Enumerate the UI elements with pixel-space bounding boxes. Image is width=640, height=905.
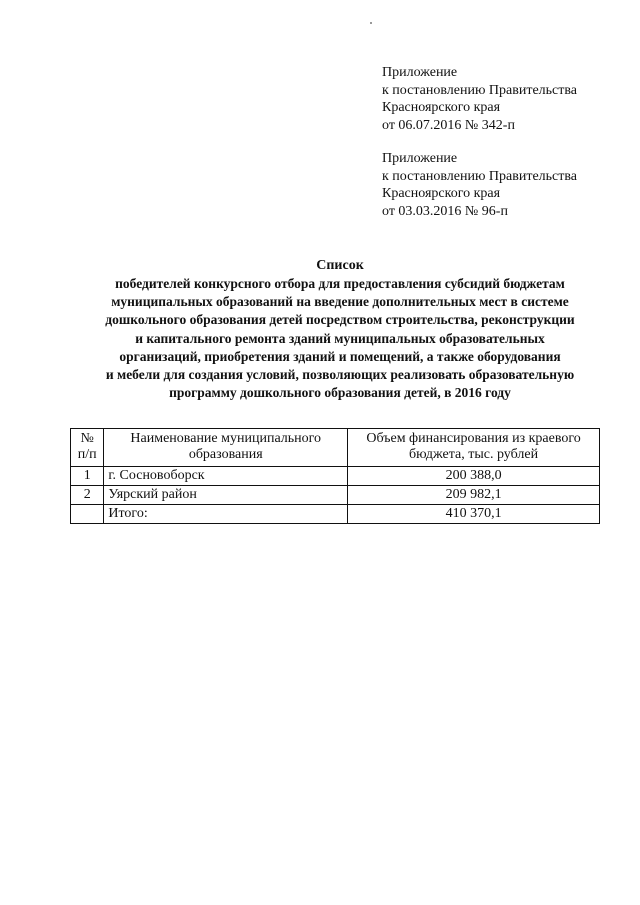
header-number xyxy=(71,429,104,467)
row-municipality: г. Сосновоборск xyxy=(104,467,348,486)
total-amount: 410 370,1 xyxy=(348,505,600,524)
appendix-reference: к постановлению Правительства xyxy=(382,82,578,98)
header-funding xyxy=(348,429,600,467)
header-municipality-line1: Наименование муниципального xyxy=(130,431,322,446)
appendix-region: Красноярского края xyxy=(382,100,501,115)
appendix-date-number: от 03.03.2016 № 96-п xyxy=(382,203,508,219)
header-municipality-line2: образования xyxy=(188,447,263,462)
row-amount: 209 982,1 xyxy=(348,486,600,505)
subtitle-line: программу дошкольного образования детей, в 2016 году xyxy=(169,385,511,401)
table-row xyxy=(71,486,600,505)
subtitle-line: победителей конкурсного отбора для предоставления субсидий бюджетам xyxy=(115,276,565,291)
table-row xyxy=(71,467,600,486)
subtitle-line: дошкольного образования детей посредством строительства, реконструкции xyxy=(105,312,575,328)
row-municipality: Уярский район xyxy=(104,486,348,505)
header-funding-line2: бюджета, тыс. рублей xyxy=(409,447,539,462)
scan-speck xyxy=(370,22,372,24)
subtitle-line: организаций, приобретения зданий и помещений, а также оборудования xyxy=(119,348,561,364)
header-funding-line1: Объем финансирования из краевого xyxy=(366,431,581,446)
header-number-line1: № xyxy=(80,431,94,446)
funding-table xyxy=(70,428,600,524)
total-number xyxy=(71,505,104,524)
row-number: 2 xyxy=(71,486,104,505)
header-municipality xyxy=(104,429,348,467)
header-number-line2: п/п xyxy=(77,447,97,462)
appendix-block-1 xyxy=(382,64,577,134)
total-label: Итого: xyxy=(104,505,348,524)
table-total-row xyxy=(71,505,600,524)
appendix-reference: к постановлению Правительства xyxy=(382,168,578,184)
row-number: 1 xyxy=(71,467,104,486)
document-title: Список xyxy=(316,258,364,273)
appendix-label: Приложение xyxy=(382,65,458,80)
document-subtitle xyxy=(60,275,620,402)
table-header-row xyxy=(71,429,600,467)
appendix-region: Красноярского края xyxy=(382,186,501,201)
appendix-date-number: от 06.07.2016 № 342-п xyxy=(382,117,515,133)
row-amount: 200 388,0 xyxy=(348,467,600,486)
appendix-label: Приложение xyxy=(382,151,458,166)
subtitle-line: и мебели для создания условий, позволяющих реализовать образовательную xyxy=(105,367,575,383)
subtitle-line: муниципальных образований на введение дополнительных мест в системе xyxy=(111,294,569,310)
appendix-block-2 xyxy=(382,150,577,220)
subtitle-line: и капитального ремонта зданий муниципальных образовательных xyxy=(135,330,545,346)
